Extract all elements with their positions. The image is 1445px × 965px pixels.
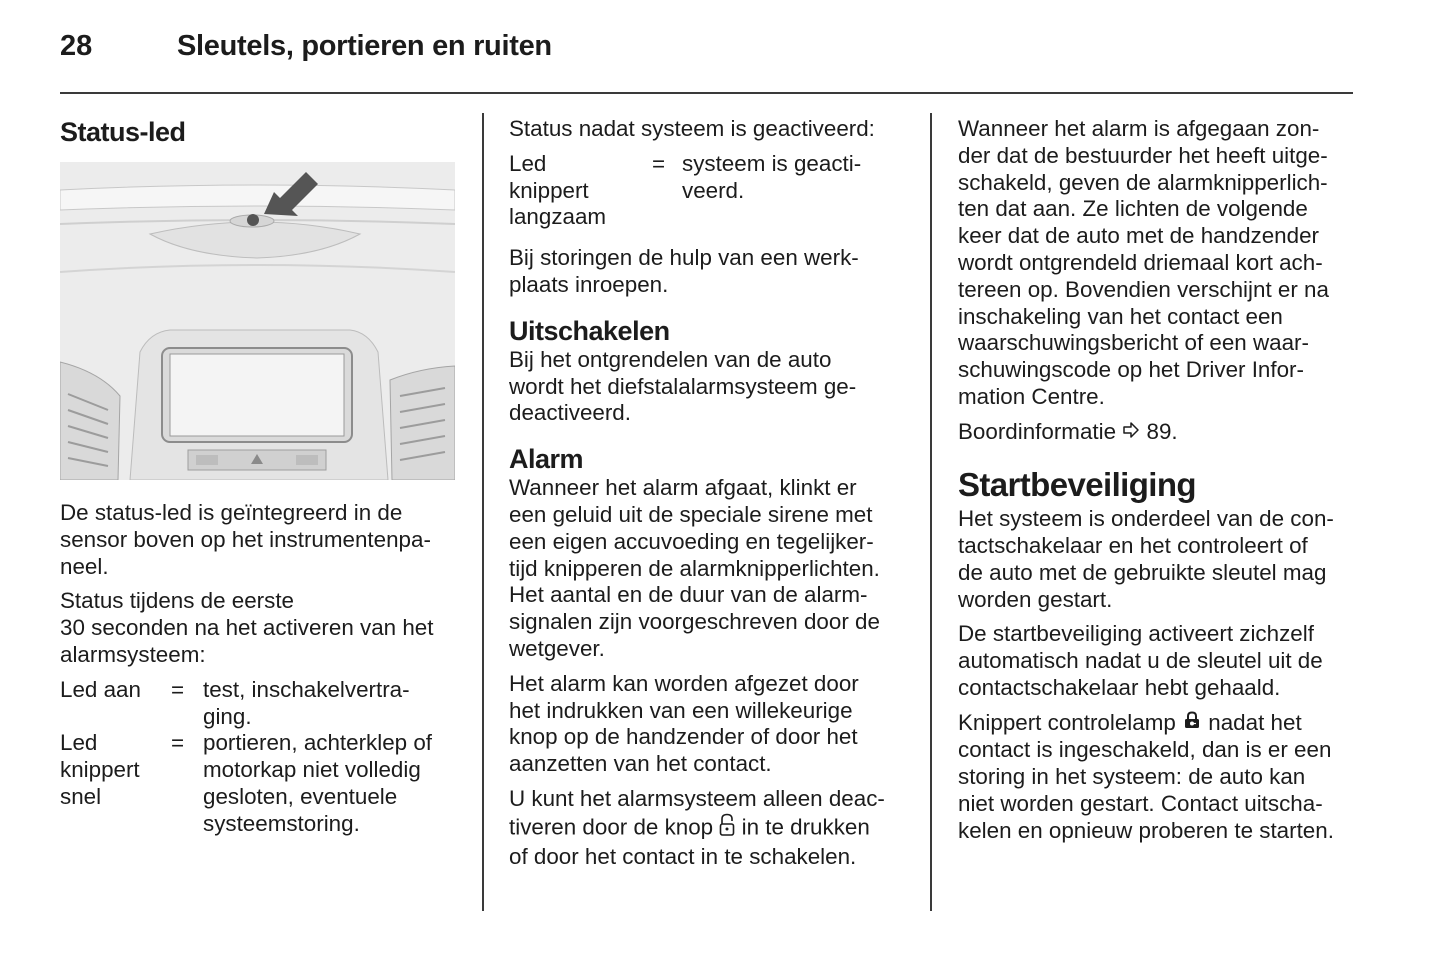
section-heading-status-led: Status-led (60, 117, 186, 147)
column-middle (509, 115, 914, 870)
section-heading-alarm: Alarm (509, 444, 584, 475)
paragraph: De status-led is geïntegreerd in de sensor boven op het instrumentenpa- neel. (60, 500, 431, 579)
immobilizer-lamp-icon (1182, 710, 1202, 737)
column-divider (482, 113, 484, 911)
paragraph: Bij het ontgrendelen van de auto wordt het diefstalalarmsysteem ge- deactiveerd. (509, 346, 857, 426)
paragraph: U kunt het alarmsysteem alleen deac- tiveren door de knop in te drukken of door het contact in te schakelen. (509, 785, 885, 869)
paragraph: Het systeem is onderdeel van de con- tactschakelaar en het controleert of de auto met de gebruikte sleutel mag worden gestart. (958, 506, 1334, 612)
page-header (60, 30, 1353, 94)
cross-reference[interactable]: Boordinformatie 89. (958, 419, 1358, 446)
column-right (958, 115, 1358, 844)
definition-row: Led aan = test, inschakelvertra- ging. (60, 676, 410, 729)
section-heading-startbeveiliging: Startbeveiliging (958, 466, 1196, 504)
paragraph: Wanneer het alarm is afgegaan zon- der dat de bestuurder het heeft uitge- schakeld, geven de alarmknipperlich- ten dat aan. Ze lichten de volgende keer dat de auto met de handzender wordt ontgrendeld driemaal kort ach- tereen op. Bovendien verschijnt er na inschakeling van het contact een waarschuwingsbericht of een waar- schuwingscode op het Driver Infor- mation Centre. (958, 116, 1329, 409)
column-left (60, 115, 460, 838)
definition-row: Led knippert langzaam = systeem is geacti- veerd. (509, 150, 862, 230)
column-divider (930, 113, 932, 911)
paragraph: Status tijdens de eerste 30 seconden na het activeren van het alarmsysteem: (60, 588, 434, 667)
paragraph: Status nadat systeem is geactiveerd: (509, 116, 875, 141)
chapter-title: Sleutels, portieren en ruiten (177, 30, 552, 62)
definition-list (60, 677, 460, 838)
paragraph: Wanneer het alarm afgaat, klinkt er een geluid uit de speciale sirene met een eigen accuvoeding en tegelijker- tijd knipperen de alarmknipperlichten. Het aantal en de duur van de alarm- signalen zijn voorgeschreven door de wetgever. (509, 475, 880, 661)
paragraph: De startbeveiliging activeert zichzelf automatisch nadat u de sleutel uit de contactschakelaar hebt gehaald. (958, 621, 1323, 701)
page-number: 28 (60, 30, 93, 62)
paragraph: Knippert controlelamp nadat het contact is ingeschakeld, dan is er een storing in het systeem: de auto kan niet worden gestart. Contact uitscha- kelen en opnieuw proberen te starten. (958, 709, 1334, 843)
page-reference-icon (1122, 419, 1140, 446)
paragraph: Het alarm kan worden afgezet door het indrukken van een willekeurige knop op de handzender of door het aanzetten van het contact. (509, 670, 859, 777)
section-heading-uitschakelen: Uitschakelen (509, 315, 670, 346)
dashboard-illustration (60, 162, 455, 480)
dashboard-drawing (60, 162, 455, 480)
definition-row: Led knippert snel = portieren, achterklep of motorkap niet volledig gesloten, eventuele systeemstoring. (60, 730, 433, 836)
unlock-padlock-icon (719, 813, 735, 844)
paragraph: Bij storingen de hulp van een werk- plaats inroepen. (509, 245, 859, 297)
